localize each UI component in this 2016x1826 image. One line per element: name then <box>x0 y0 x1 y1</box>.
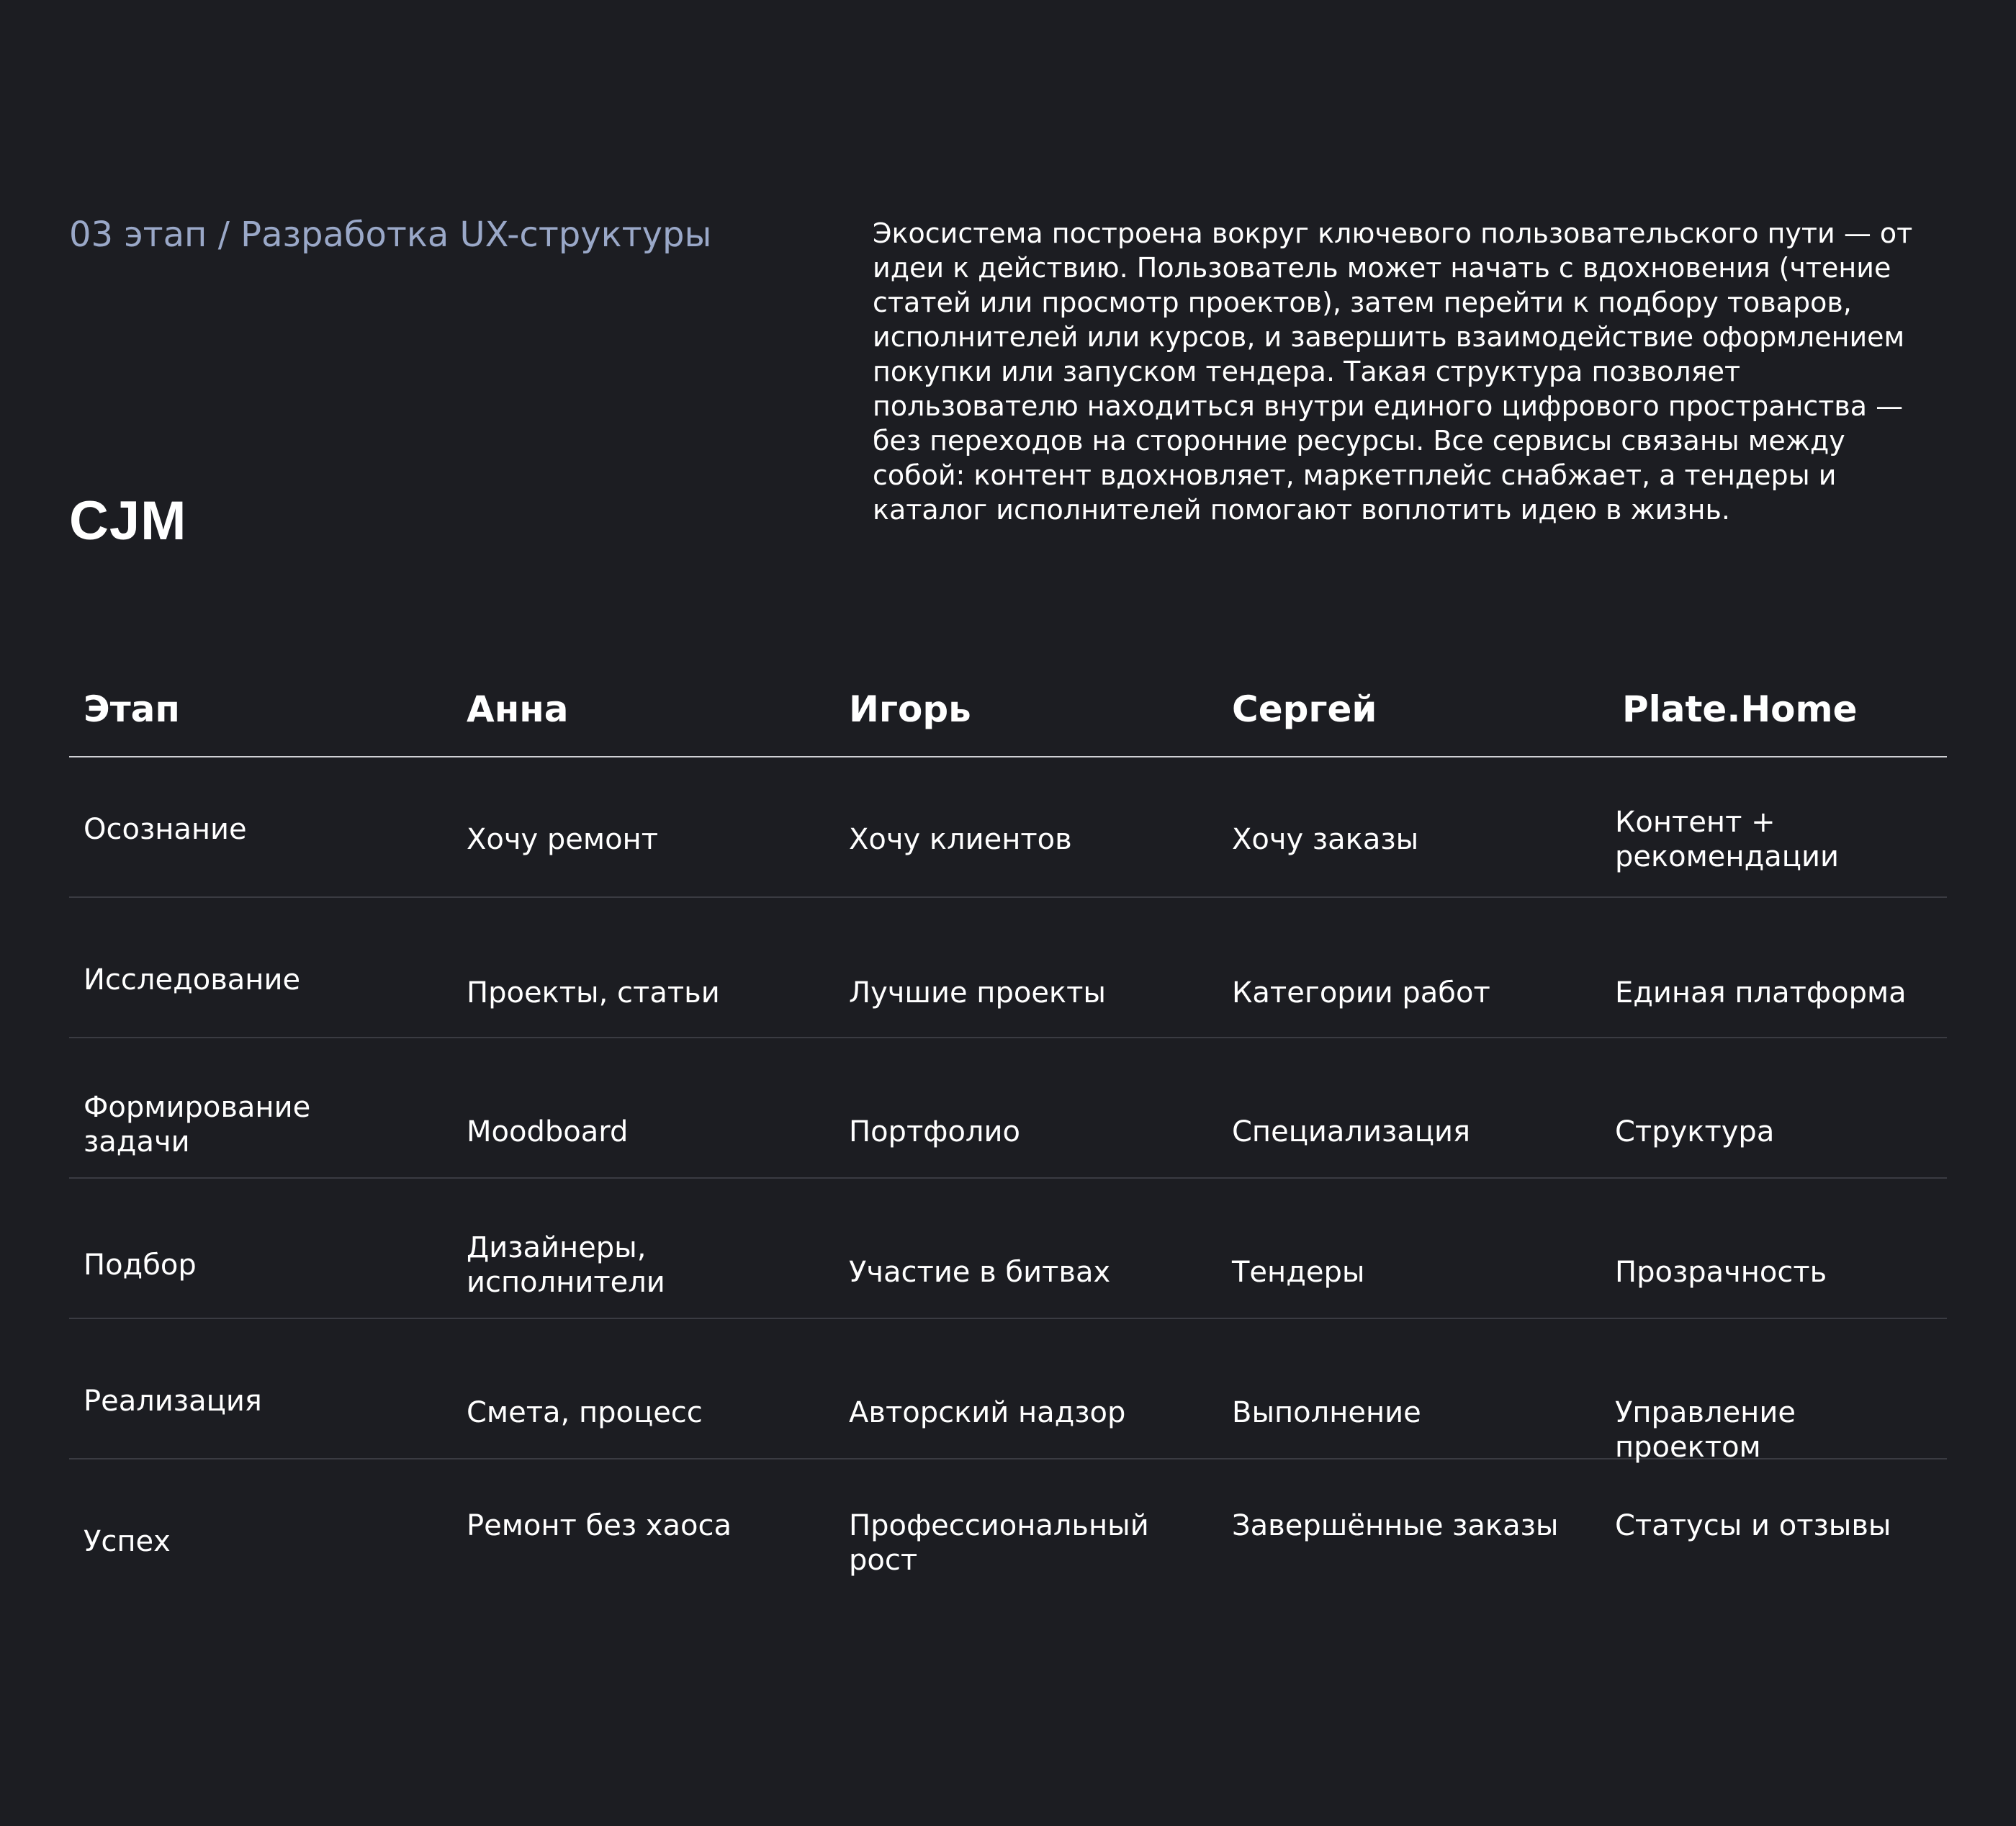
table-cell: Хочу заказы <box>1232 823 1419 856</box>
page-title: CJM <box>69 490 187 552</box>
table-cell: Единая платформа <box>1615 976 1907 1009</box>
table-cell: Структура <box>1615 1115 1775 1148</box>
table-row <box>69 1038 1947 1179</box>
cjm-table <box>69 670 1947 1598</box>
table-cell: Прозрачность <box>1615 1256 1827 1289</box>
table-row <box>69 1319 1947 1464</box>
table-cell: Тендеры <box>1232 1256 1365 1289</box>
table-cell: Исследование <box>84 963 301 997</box>
table-cell: Подбор <box>84 1249 197 1282</box>
column-header-anna: Анна <box>467 688 569 730</box>
table-cell: Смета, процесс <box>467 1396 703 1429</box>
table-row <box>69 898 1947 1038</box>
table-cell: Категории работ <box>1232 976 1490 1009</box>
table-cell: Дизайнеры, исполнители <box>467 1231 665 1299</box>
table-row <box>69 1460 1947 1598</box>
column-header-platehome: Plate.Home <box>1622 688 1858 730</box>
table-cell: Профессиональный рост <box>849 1509 1149 1577</box>
table-cell: Лучшие проекты <box>849 976 1106 1009</box>
table-cell: Moodboard <box>467 1115 629 1148</box>
table-cell: Осознание <box>84 813 247 846</box>
table-cell: Хочу ремонт <box>467 823 658 856</box>
table-cell: Реализация <box>84 1385 262 1418</box>
table-cell: Контент + рекомендации <box>1615 806 1839 873</box>
table-cell: Специализация <box>1232 1115 1471 1148</box>
table-row <box>69 757 1947 898</box>
column-header-sergey: Сергей <box>1232 688 1377 730</box>
table-cell: Проекты, статьи <box>467 976 720 1009</box>
description <box>873 216 1938 527</box>
table-header-row <box>69 670 1947 757</box>
table-cell: Статусы и отзывы <box>1615 1509 1891 1542</box>
table-cell: Ремонт без хаоса <box>467 1509 732 1542</box>
description-text: Экосистема построена вокруг ключевого пользовательского пути — от идеи к действию. Пользователь может начать с вдохновения (чтение статей или просмотр проектов), затем перейти к подбору товаров, исполнителей или курсов, и завершить взаимодействие оформлением покупки или запуском тендера. Такая структура позволяет пользователю находиться внутри единого цифрового пространства — без переходов на сторонние ресурсы. Все сервисы связаны между собой: контент вдохновляет, маркетплейс снабжает, а тендеры и каталог исполнителей помогают воплотить идею в жизнь. <box>873 217 1913 526</box>
table-cell: Успех <box>84 1525 171 1558</box>
section-subtitle: 03 этап / Разработка UX-структуры <box>69 215 712 255</box>
table-cell: Управление проектом <box>1615 1396 1796 1464</box>
table-cell: Хочу клиентов <box>849 823 1072 856</box>
table-cell: Формирование задачи <box>84 1091 311 1159</box>
table-cell: Авторский надзор <box>849 1396 1126 1429</box>
table-row <box>69 1179 1947 1319</box>
table-cell: Выполнение <box>1232 1396 1421 1429</box>
column-header-stage: Этап <box>84 688 180 730</box>
table-cell: Портфолио <box>849 1115 1020 1148</box>
table-cell: Участие в битвах <box>849 1256 1111 1289</box>
table-cell: Завершённые заказы <box>1232 1509 1559 1542</box>
column-header-igor: Игорь <box>849 688 971 730</box>
